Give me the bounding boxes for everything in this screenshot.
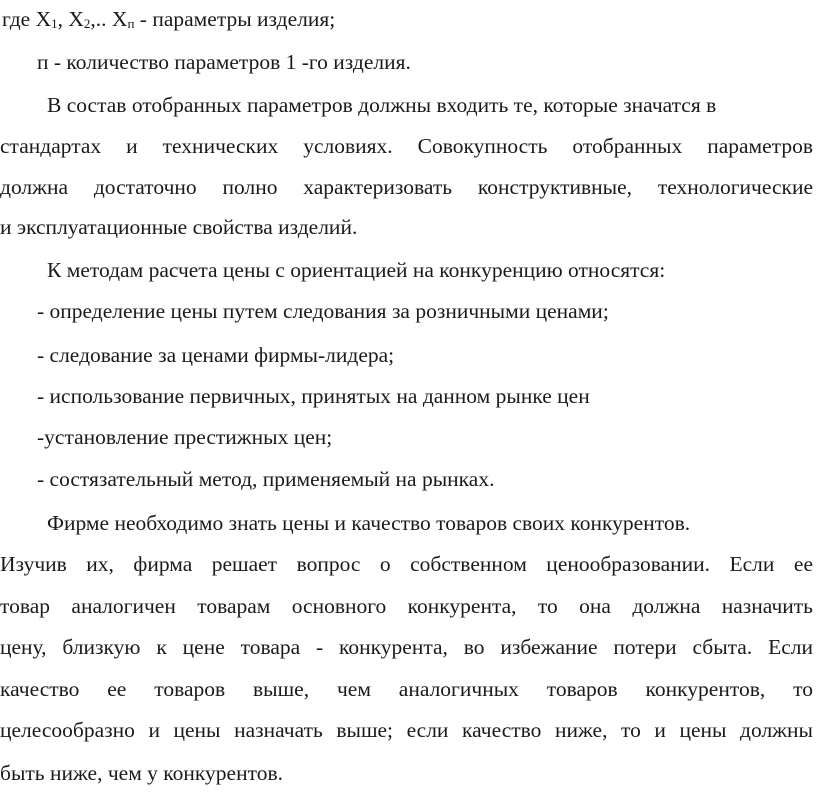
method-item: -установление престижных цен; [37,425,333,449]
method-item: - состязательный метод, применяемый на рынках. [37,467,495,491]
subscript: 1 [51,16,58,31]
paragraph-line: должна достаточно полно характеризовать конструктивные, технологические [0,175,813,199]
def-text: где Х [2,7,52,31]
paragraph-line: быть ниже, чем у конкурентов. [0,761,283,785]
method-item: - использование первичных, принятых на данном рынке цен [37,384,590,408]
paragraph-line: качество ее товаров выше, чем аналогичных товаров конкурентов, то [0,677,813,701]
paragraph-line: Изучив их, фирма решает вопрос о собственном ценообразовании. Если ее [0,552,813,576]
paragraph-line: Фирме необходимо знать цены и качество товаров своих конкурентов. [47,511,691,535]
paragraph-line: и эксплуатационные свойства изделий. [0,215,358,239]
paragraph-line: цену, близкую к цене товара - конкурента, во избежание потери сбыта. Если [0,635,813,659]
method-item: - определение цены путем следования за розничными ценами; [37,299,609,323]
subscript: п [127,16,135,31]
subscript: 2 [83,16,91,31]
paragraph-line: товар аналогичен товарам основного конкурента, то она должна назначить [0,594,813,618]
def-text: - параметры изделия; [134,7,336,31]
paragraph-line: стандартах и технических условиях. Совокупность отобранных параметров [0,134,813,158]
definition-line-params [2,0,335,38]
def-text: ,.. Х [90,7,128,31]
definition-line-count: п - количество параметров 1 -го изделия. [37,50,411,74]
paragraph-line: В состав отобранных параметров должны входить те, которые значатся в [47,93,717,117]
paragraph-line: целесообразно и цены назначать выше; если качество ниже, то и цены должны [0,718,813,742]
methods-intro: К методам расчета цены с ориентацией на конкуренцию относятся: [47,258,666,282]
def-text: , Х [57,7,84,31]
method-item: - следование за ценами фирмы-лидера; [37,343,395,367]
